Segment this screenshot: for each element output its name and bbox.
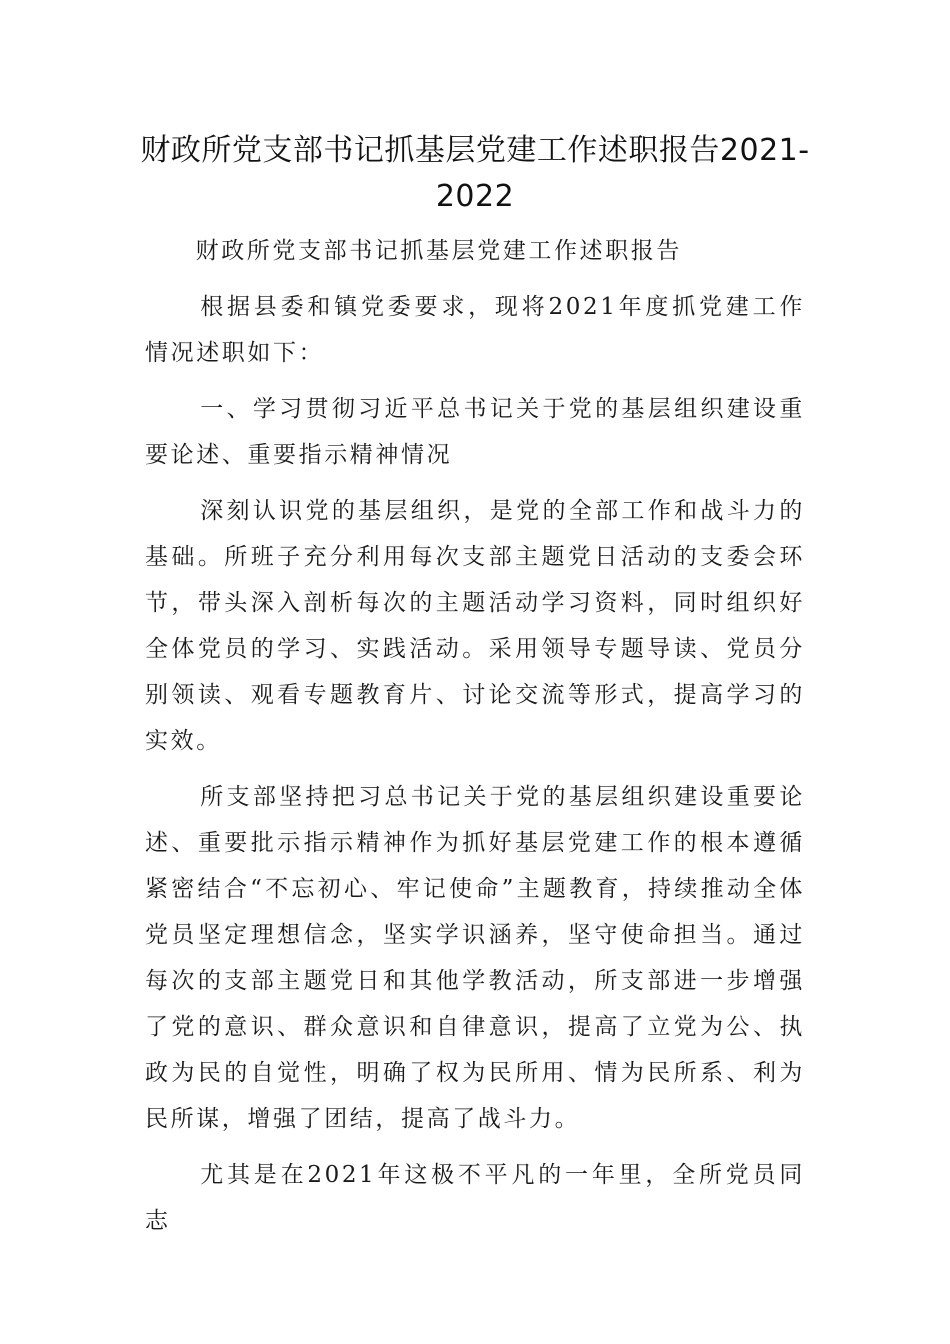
document-body xyxy=(145,228,805,1254)
document-subtitle: 财政所党支部书记抓基层党建工作述职报告 xyxy=(195,238,682,264)
section-heading-1: 一、学习贯彻习近平总书记关于党的基层组织建设重要论述、重要指示精神情况 xyxy=(145,396,805,468)
paragraph: 所支部坚持把习总书记关于党的基层组织建设重要论述、重要批示指示精神作为抓好基层党建工作的根本遵循紧密结合“不忘初心、牢记使命”主题教育，持续推动全体党员坚定理想信念，坚实学识涵养，坚守使命担当。通过每次的支部主题党日和其他学教活动，所支部进一步增强了党的意识、群众意识和自律意识，提高了立党为公、执政为民的自觉性，明确了权为民所用、情为民所系、利为民所谋，增强了团结，提高了战斗力。 xyxy=(145,784,805,1132)
paragraph: 深刻认识党的基层组织，是党的全部工作和战斗力的基础。所班子充分利用每次支部主题党日活动的支委会环节，带头深入剖析每次的主题活动学习资料，同时组织好全体党员的学习、实践活动。采用领导专题导读、党员分别领读、观看专题教育片、讨论交流等形式，提高学习的实效。 xyxy=(145,498,805,754)
document-title: 财政所党支部书记抓基层党建工作述职报告2021-2022 xyxy=(140,133,810,214)
paragraph-intro: 根据县委和镇党委要求，现将2021年度抓党建工作情况述职如下： xyxy=(145,294,805,366)
paragraph: 尤其是在2021年这极不平凡的一年里，全所党员同志 xyxy=(145,1162,805,1234)
